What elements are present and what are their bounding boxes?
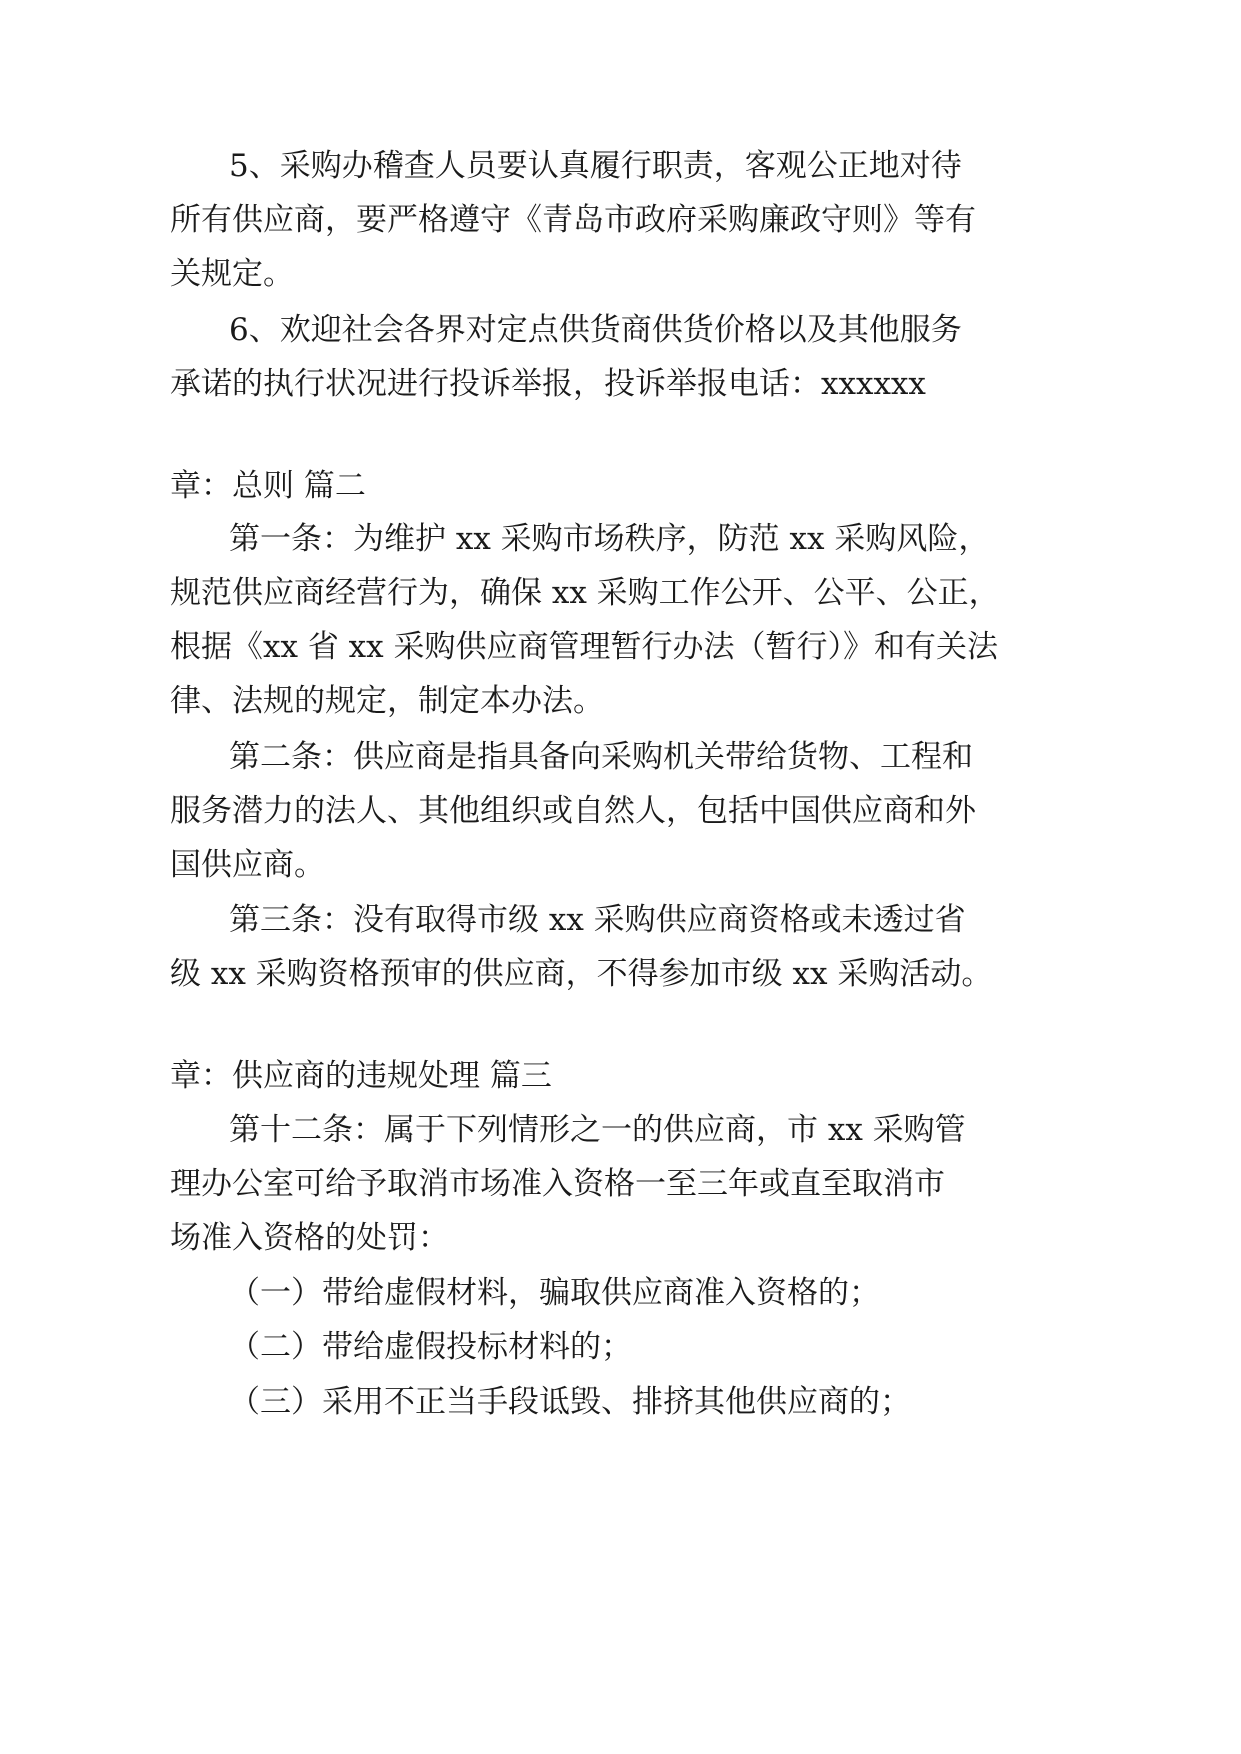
list-item-1: （一）带给虚假材料，骗取供应商准入资格的；: [229, 1275, 880, 1311]
article-12-line-1: 第十二条：属于下列情形之一的供应商，市 xx 采购管: [229, 1112, 966, 1148]
article-1-line-3: 根据《xx 省 xx 采购供应商管理暂行办法（暂行）》和有关法: [170, 629, 998, 665]
article-2-line-2: 服务潜力的法人、其他组织或自然人，包括中国供应商和外: [170, 793, 976, 829]
article-1-line-1: 第一条：为维护 xx 采购市场秩序，防范 xx 采购风险，: [229, 521, 990, 557]
list-item-2: （二）带给虚假投标材料的；: [229, 1329, 632, 1365]
section-heading-2: 章：总则 篇二: [170, 468, 366, 504]
article-1-line-2: 规范供应商经营行为，确保 xx 采购工作公开、公平、公正，: [170, 575, 1000, 611]
article-2-line-1: 第二条：供应商是指具备向采购机关带给货物、工程和: [229, 739, 973, 775]
article-3-line-2: 级 xx 采购资格预审的供应商，不得参加市级 xx 采购活动。: [170, 956, 993, 992]
section-heading-3: 章：供应商的违规处理 篇三: [170, 1058, 552, 1094]
paragraph-5-line-3: 关规定。: [170, 256, 294, 292]
article-12-line-3: 场准入资格的处罚：: [170, 1220, 449, 1256]
paragraph-6-line-2: 承诺的执行状况进行投诉举报，投诉举报电话：xxxxxx: [170, 366, 926, 402]
article-12-line-2: 理办公室可给予取消市场准入资格一至三年或直至取消市: [170, 1166, 945, 1202]
article-2-line-3: 国供应商。: [170, 847, 325, 883]
paragraph-6-line-1: 6、欢迎社会各界对定点供货商供货价格以及其他服务: [229, 312, 962, 348]
article-3-line-1: 第三条：没有取得市级 xx 采购供应商资格或未透过省: [229, 902, 966, 938]
article-1-line-4: 律、法规的规定，制定本办法。: [170, 683, 604, 719]
paragraph-5-line-1: 5、采购办稽查人员要认真履行职责，客观公正地对待: [229, 148, 962, 184]
paragraph-5-line-2: 所有供应商，要严格遵守《青岛市政府采购廉政守则》等有: [170, 202, 976, 238]
list-item-3: （三）采用不正当手段诋毁、排挤其他供应商的；: [229, 1384, 911, 1420]
